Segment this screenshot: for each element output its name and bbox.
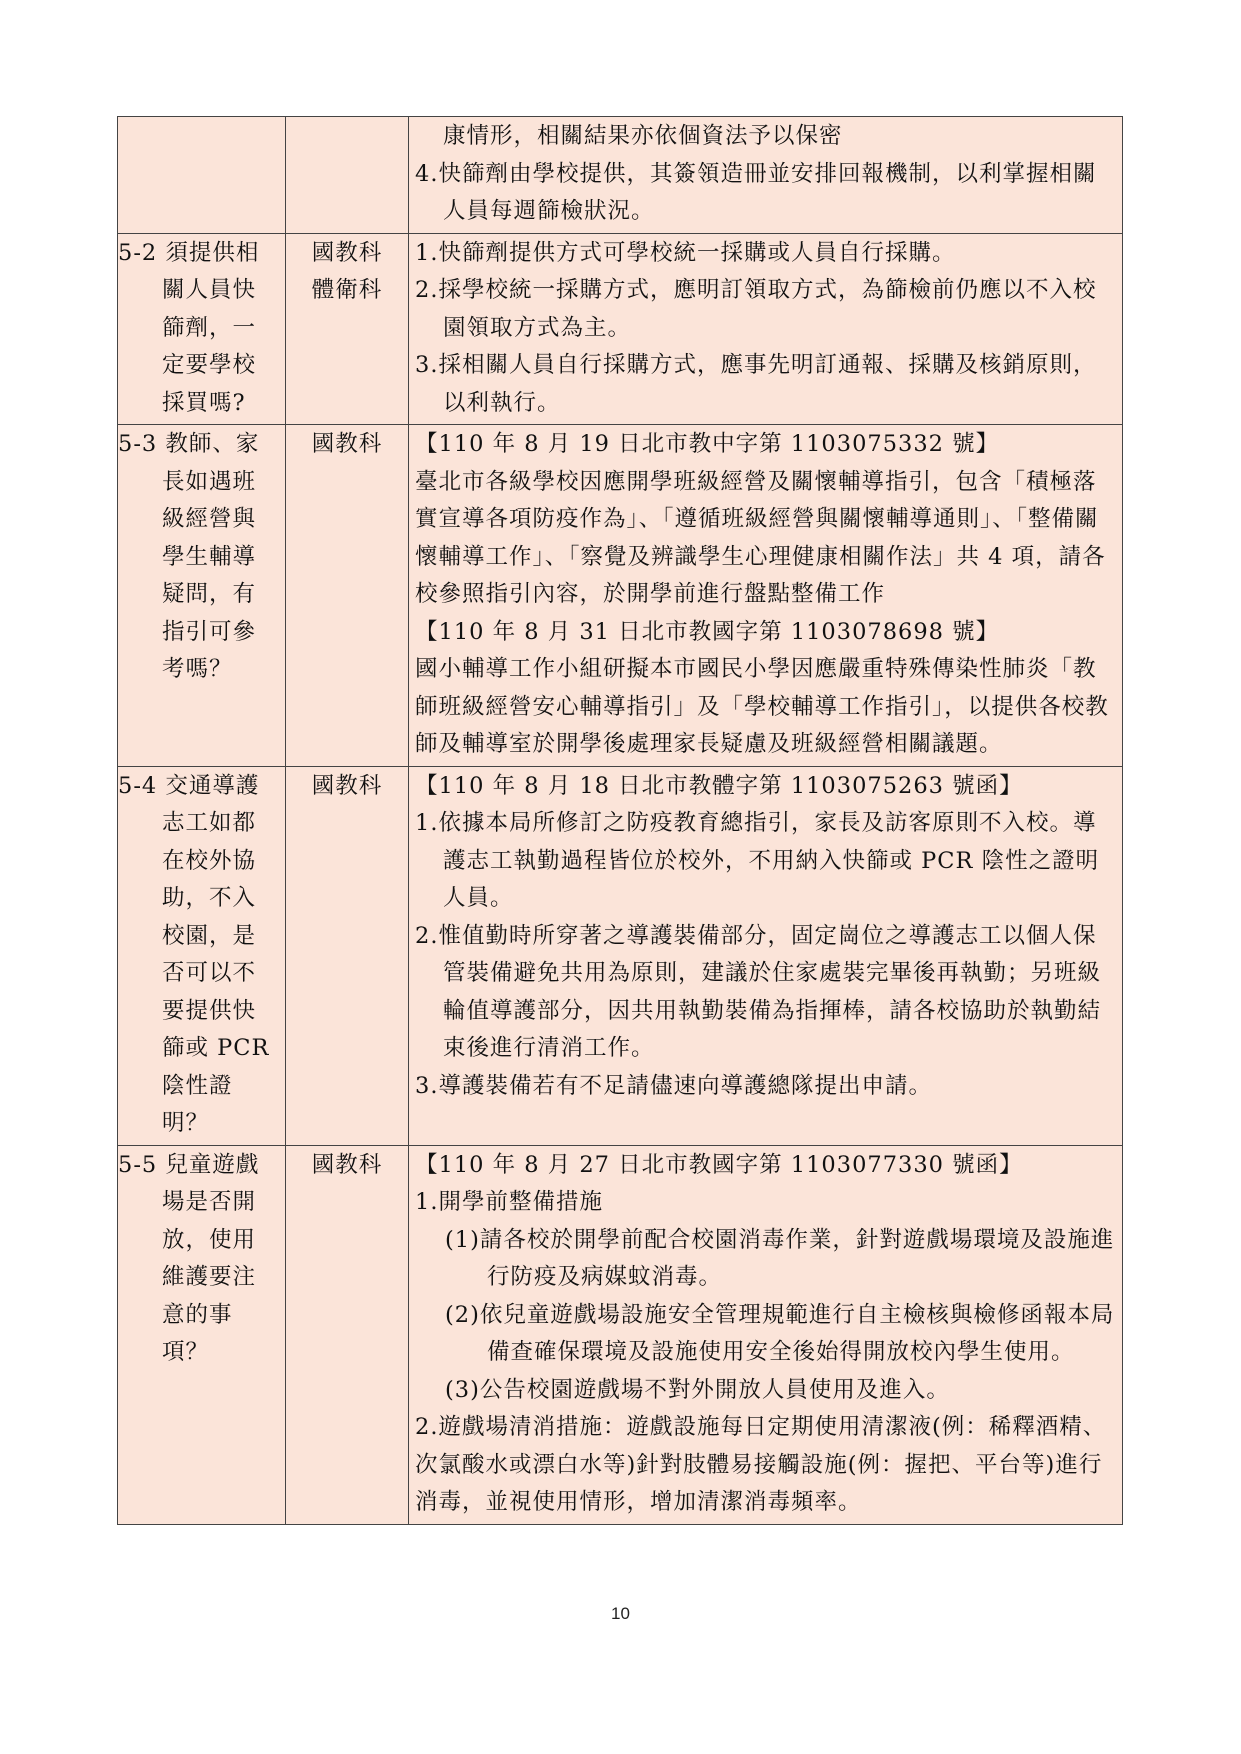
answer-paragraph: 1.依據本局所修訂之防疫教育總指引，家長及訪客原則不入校。導護志工執勤過程皆位於校外，不用納入快篩或 PCR 陰性之證明人員。 (415, 810, 1100, 911)
department-name: 國教科 (311, 1151, 383, 1178)
answer-cell (409, 1145, 1123, 1524)
question-cell (118, 425, 286, 767)
answer-paragraph: 1.開學前整備措施 (415, 1189, 603, 1215)
answer-cell (409, 233, 1123, 425)
answer-paragraph: 1.快篩劑提供方式可學校統一採購或人員自行採購。 (415, 239, 956, 266)
question-cell (118, 117, 286, 234)
question-text: 5-4 交通導護志工如都在校外協助，不入校園，是否可以不要提供快篩或 PCR 陰性證明？ (118, 772, 270, 1136)
answer-paragraph: 2.惟值勤時所穿著之導護裝備部分，固定崗位之導護志工以個人保管裝備避免共用為原則，建議於住家處裝完畢後再執勤；另班級輪值導護部分，因共用執勤裝備為指揮棒，請各校協助於執勤結束後進行清消工作。 (415, 922, 1102, 1061)
table-row (118, 117, 1123, 234)
department-cell (286, 766, 409, 1145)
answer-paragraph: (1)請各校於開學前配合校園消毒作業，針對遊戲場環境及設施進行防疫及病媒蚊消毒。 (445, 1226, 1115, 1290)
answer-cell (409, 117, 1123, 234)
answer-paragraph: 2.遊戲場清消措施：遊戲設施每日定期使用清潔液(例：稀釋酒精、次氯酸水或漂白水等)針對肢體易接觸設施(例：握把、平台等)進行消毒，並視使用情形，增加清潔消毒頻率。 (415, 1414, 1107, 1515)
department-cell (286, 233, 409, 425)
answer-paragraph: (2)依兒童遊戲場設施安全管理規範進行自主檢核與檢修函報本局備查確保環境及設施使用安全後始得開放校內學生使用。 (445, 1301, 1115, 1365)
question-text: 5-3 教師、家長如遇班級經營與學生輔導疑問，有指引可參考嗎？ (118, 431, 260, 682)
question-cell (118, 1145, 286, 1524)
answer-paragraph: 【110 年 8 月 31 日北市教國字第 1103078698 號】 (415, 618, 1000, 645)
document-page (117, 116, 1122, 1525)
answer-paragraph: 【110 年 8 月 19 日北市教中字第 1103075332 號】 (415, 431, 1000, 457)
department-name: 國教科 (311, 431, 383, 457)
table-row (118, 233, 1123, 425)
department-cell (286, 117, 409, 234)
answer-paragraph: 2.採學校統一採購方式，應明訂領取方式，為篩檢前仍應以不入校園領取方式為主。 (415, 277, 1097, 341)
answer-paragraph: 臺北市各級學校因應開學班級經營及關懷輔導指引，包含「積極落實宣導各項防疫作為」、「遵循班級經營與關懷輔導通則」、「整備關懷輔導工作」、「察覺及辨識學生心理健康相關作法」共 4 項，請各校參照指引內容，於開學前進行盤點整備工作 (415, 468, 1106, 607)
answer-paragraph: (3)公告校園遊戲場不對外開放人員使用及進入。 (445, 1376, 950, 1403)
question-text: 5-2 須提供相關人員快篩劑，一定要學校採買嗎? (118, 239, 260, 416)
answer-paragraph: 3.採相關人員自行採購方式，應事先明訂通報、採購及核銷原則，以利執行。 (415, 352, 1097, 416)
page-number: 10 (611, 1604, 630, 1623)
table-row (118, 766, 1123, 1145)
department-name: 體衛科 (311, 277, 383, 303)
department-cell (286, 1145, 409, 1524)
table-row (118, 1145, 1123, 1524)
answer-cell (409, 425, 1123, 767)
answer-paragraph: 【110 年 8 月 18 日北市教體字第 1103075263 號函】 (415, 772, 1023, 799)
answer-paragraph: 康情形，相關結果亦依個資法予以保密 (443, 123, 843, 149)
faq-table (117, 116, 1123, 1525)
answer-paragraph: 【110 年 8 月 27 日北市教國字第 1103077330 號函】 (415, 1151, 1023, 1178)
department-cell (286, 425, 409, 767)
answer-paragraph: 4.快篩劑由學校提供，其簽領造冊並安排回報機制，以利掌握相關人員每週篩檢狀況。 (415, 160, 1097, 224)
answer-cell (409, 766, 1123, 1145)
answer-paragraph: 國小輔導工作小組研擬本市國民小學因應嚴重特殊傳染性肺炎「教師班級經營安心輔導指引」及「學校輔導工作指引」，以提供各校教師及輔導室於開學後處理家長疑慮及班級經營相關議題。 (415, 656, 1109, 757)
question-cell (118, 766, 286, 1145)
department-name: 國教科 (311, 239, 383, 266)
answer-paragraph: 3.導護裝備若有不足請儘速向導護總隊提出申請。 (415, 1072, 932, 1099)
question-cell (118, 233, 286, 425)
department-name: 國教科 (311, 772, 383, 799)
table-row (118, 425, 1123, 767)
question-text: 5-5 兒童遊戲場是否開放，使用維護要注意的事項？ (118, 1151, 260, 1365)
